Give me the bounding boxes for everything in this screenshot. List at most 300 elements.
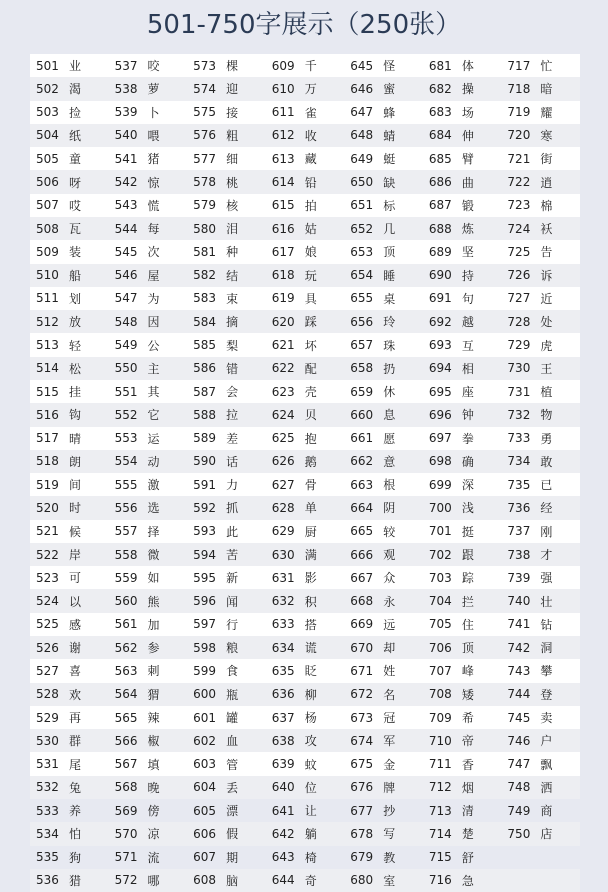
table-row	[30, 170, 109, 193]
character-glyph: 体	[461, 59, 474, 74]
table-row	[266, 310, 345, 333]
character-number: 706	[428, 640, 452, 655]
character-glyph: 谢	[68, 641, 81, 656]
character-glyph: 曲	[461, 175, 474, 190]
character-number: 746	[507, 733, 531, 748]
character-number: 643	[271, 850, 295, 865]
table-row	[501, 147, 580, 170]
character-number: 674	[350, 733, 374, 748]
table-row	[109, 77, 188, 100]
table-row	[266, 846, 345, 869]
character-number: 658	[350, 361, 374, 376]
character-number: 631	[271, 570, 295, 585]
character-number: 667	[350, 570, 374, 585]
character-number: 527	[36, 663, 59, 678]
character-number: 624	[271, 407, 295, 422]
character-number: 670	[350, 640, 374, 655]
table-row	[344, 613, 423, 636]
character-glyph: 拦	[461, 594, 474, 609]
table-row	[501, 706, 580, 729]
table-row	[109, 566, 188, 589]
table-row	[344, 566, 423, 589]
character-glyph: 室	[383, 873, 396, 888]
character-glyph: 流	[147, 850, 160, 865]
character-glyph: 坚	[461, 245, 474, 260]
character-glyph: 食	[226, 664, 239, 679]
character-number: 618	[271, 268, 295, 283]
table-row	[344, 403, 423, 426]
character-number: 518	[36, 454, 59, 469]
character-number: 542	[114, 175, 138, 190]
character-glyph: 急	[461, 873, 474, 888]
character-number: 602	[193, 733, 217, 748]
character-number: 561	[114, 617, 138, 632]
table-row	[30, 846, 109, 869]
table-row	[423, 450, 502, 473]
character-number: 697	[428, 431, 452, 446]
character-glyph: 以	[68, 594, 81, 609]
character-number: 714	[428, 826, 452, 841]
character-number: 741	[507, 617, 531, 632]
character-glyph: 粮	[226, 641, 239, 656]
character-number: 730	[507, 361, 531, 376]
character-glyph: 咬	[147, 59, 160, 74]
character-number: 565	[114, 710, 138, 725]
character-glyph: 屋	[147, 268, 160, 283]
character-glyph: 玩	[304, 268, 317, 283]
character-glyph: 呀	[68, 175, 81, 190]
character-number: 728	[507, 314, 531, 329]
character-number: 508	[36, 221, 59, 236]
character-glyph: 加	[147, 617, 160, 632]
table-row	[109, 776, 188, 799]
character-glyph: 踩	[304, 315, 317, 330]
character-number: 727	[507, 291, 531, 306]
character-number: 506	[36, 175, 59, 190]
table-row	[423, 101, 502, 124]
character-glyph: 睡	[383, 268, 396, 283]
character-glyph: 住	[461, 617, 474, 632]
table-row	[344, 147, 423, 170]
table-row	[501, 729, 580, 752]
table-row	[344, 729, 423, 752]
table-row	[30, 240, 109, 263]
character-glyph: 搭	[304, 617, 317, 632]
character-number: 615	[271, 198, 295, 213]
table-row	[30, 566, 109, 589]
character-glyph: 强	[540, 571, 553, 586]
character-glyph: 岸	[68, 548, 81, 563]
character-number: 625	[271, 431, 295, 446]
character-glyph: 意	[383, 454, 396, 469]
character-number: 743	[507, 663, 531, 678]
table-row	[266, 333, 345, 356]
character-number: 529	[36, 710, 59, 725]
character-number: 660	[350, 407, 374, 422]
character-glyph: 猎	[68, 873, 81, 888]
table-row	[501, 822, 580, 845]
character-glyph: 舒	[461, 850, 474, 865]
table-row	[501, 450, 580, 473]
table-row	[344, 310, 423, 333]
character-glyph: 互	[461, 338, 474, 353]
character-number: 507	[36, 198, 59, 213]
table-row	[109, 287, 188, 310]
table-row	[187, 194, 266, 217]
character-number: 616	[271, 221, 295, 236]
character-glyph: 敢	[540, 454, 553, 469]
table-row	[187, 217, 266, 240]
character-glyph: 为	[147, 291, 160, 306]
character-number: 699	[428, 477, 452, 492]
character-number: 501	[36, 58, 59, 73]
table-row	[423, 194, 502, 217]
table-row	[344, 380, 423, 403]
character-number: 512	[36, 314, 59, 329]
table-row	[109, 380, 188, 403]
table-row	[266, 683, 345, 706]
character-glyph: 攻	[304, 734, 317, 749]
character-glyph: 核	[226, 198, 239, 213]
character-number: 675	[350, 757, 374, 772]
character-glyph: 鹅	[304, 454, 317, 469]
character-number: 588	[193, 407, 217, 422]
character-number: 708	[428, 687, 452, 702]
character-glyph: 钟	[461, 408, 474, 423]
character-number: 531	[36, 757, 59, 772]
character-glyph: 帝	[461, 734, 474, 749]
table-row	[266, 240, 345, 263]
table-row	[266, 543, 345, 566]
character-number: 739	[507, 570, 531, 585]
character-number: 654	[350, 268, 374, 283]
character-glyph: 军	[383, 734, 396, 749]
character-number: 685	[428, 151, 452, 166]
character-glyph: 渴	[68, 82, 81, 97]
character-glyph: 位	[304, 780, 317, 795]
character-glyph: 矮	[461, 687, 474, 702]
character-glyph: 清	[461, 804, 474, 819]
table-row	[30, 613, 109, 636]
table-row	[423, 287, 502, 310]
character-number: 608	[193, 873, 217, 888]
table-column	[423, 54, 502, 888]
character-glyph: 王	[540, 361, 553, 376]
table-row	[109, 822, 188, 845]
character-glyph: 血	[226, 734, 239, 749]
character-number: 737	[507, 524, 531, 539]
character-glyph: 已	[540, 478, 553, 493]
character-number: 666	[350, 547, 374, 562]
character-number: 610	[271, 81, 295, 96]
table-row	[266, 729, 345, 752]
character-number: 606	[193, 826, 217, 841]
character-glyph: 凉	[147, 827, 160, 842]
character-number: 694	[428, 361, 452, 376]
character-glyph: 惊	[147, 175, 160, 190]
character-glyph: 猬	[147, 687, 160, 702]
table-row	[266, 520, 345, 543]
character-number: 637	[271, 710, 295, 725]
character-number: 503	[36, 105, 59, 120]
character-glyph: 行	[226, 617, 239, 632]
table-row	[187, 846, 266, 869]
character-number: 570	[114, 826, 138, 841]
character-glyph: 满	[304, 548, 317, 563]
character-glyph: 顶	[461, 641, 474, 656]
table-row	[266, 194, 345, 217]
character-glyph: 逍	[540, 175, 553, 190]
table-row	[30, 264, 109, 287]
character-glyph: 拍	[304, 198, 317, 213]
table-row	[501, 752, 580, 775]
table-row	[266, 264, 345, 287]
character-number: 691	[428, 291, 452, 306]
table-row	[109, 473, 188, 496]
table-row	[423, 217, 502, 240]
character-number: 568	[114, 780, 138, 795]
character-glyph: 轻	[68, 338, 81, 353]
character-number: 681	[428, 58, 452, 73]
table-row	[266, 752, 345, 775]
character-number: 642	[271, 826, 295, 841]
character-glyph: 却	[383, 641, 396, 656]
character-glyph: 街	[540, 152, 553, 167]
character-number: 671	[350, 663, 374, 678]
character-number: 726	[507, 268, 531, 283]
character-glyph: 躺	[304, 827, 317, 842]
character-glyph: 店	[540, 827, 553, 842]
table-row	[344, 427, 423, 450]
table-row	[266, 450, 345, 473]
character-glyph: 椅	[304, 850, 317, 865]
character-number: 605	[193, 803, 217, 818]
character-glyph: 金	[383, 757, 396, 772]
character-number: 617	[271, 244, 295, 259]
character-glyph: 配	[304, 361, 317, 376]
character-number: 628	[271, 500, 295, 515]
character-number: 692	[428, 314, 452, 329]
character-number: 721	[507, 151, 531, 166]
character-glyph: 闻	[226, 594, 239, 609]
character-number: 516	[36, 407, 59, 422]
character-number: 596	[193, 594, 217, 609]
character-number: 700	[428, 500, 452, 515]
character-glyph: 养	[68, 804, 81, 819]
character-glyph: 划	[68, 291, 81, 306]
character-number: 649	[350, 151, 374, 166]
character-number: 593	[193, 524, 217, 539]
character-number: 607	[193, 850, 217, 865]
character-number: 638	[271, 733, 295, 748]
table-row	[501, 170, 580, 193]
character-glyph: 放	[68, 315, 81, 330]
character-number: 687	[428, 198, 452, 213]
table-row	[501, 403, 580, 426]
character-glyph: 它	[147, 408, 160, 423]
table-row	[187, 799, 266, 822]
character-glyph: 业	[68, 59, 81, 74]
character-glyph: 峰	[461, 664, 474, 679]
character-number: 742	[507, 640, 531, 655]
character-glyph: 桃	[226, 175, 239, 190]
table-row	[30, 101, 109, 124]
character-glyph: 教	[383, 850, 396, 865]
table-row	[187, 170, 266, 193]
character-number: 545	[114, 244, 138, 259]
character-number: 523	[36, 570, 59, 585]
character-number: 717	[507, 58, 531, 73]
table-row	[187, 869, 266, 892]
table-row	[344, 636, 423, 659]
character-glyph: 蜜	[383, 82, 396, 97]
character-number: 648	[350, 128, 374, 143]
table-row	[344, 473, 423, 496]
character-number: 571	[114, 850, 138, 865]
character-glyph: 持	[461, 268, 474, 283]
character-glyph: 卖	[540, 711, 553, 726]
character-number: 689	[428, 244, 452, 259]
table-row	[423, 124, 502, 147]
character-glyph: 蜂	[383, 105, 396, 120]
character-glyph: 越	[461, 315, 474, 330]
character-glyph: 尾	[68, 757, 81, 772]
table-row	[187, 706, 266, 729]
character-glyph: 炼	[461, 222, 474, 237]
character-glyph: 休	[383, 385, 396, 400]
character-glyph: 让	[304, 804, 317, 819]
page-title: 501-750字展示（250张）	[146, 10, 462, 40]
character-glyph: 壳	[304, 385, 317, 400]
character-glyph: 卜	[147, 105, 160, 120]
character-number: 664	[350, 500, 374, 515]
character-number: 576	[193, 128, 217, 143]
table-row	[109, 54, 188, 77]
character-glyph: 户	[540, 734, 553, 749]
character-number: 510	[36, 268, 59, 283]
table-row	[266, 380, 345, 403]
character-number: 733	[507, 431, 531, 446]
table-row	[423, 869, 502, 892]
table-row	[187, 147, 266, 170]
character-glyph: 较	[383, 524, 396, 539]
character-glyph: 喜	[68, 664, 81, 679]
character-glyph: 欢	[68, 687, 81, 702]
character-number: 715	[428, 850, 452, 865]
character-number: 539	[114, 105, 138, 120]
character-glyph: 写	[383, 827, 396, 842]
character-number: 646	[350, 81, 374, 96]
character-number: 656	[350, 314, 374, 329]
table-row	[501, 264, 580, 287]
character-glyph: 刚	[540, 524, 553, 539]
character-glyph: 场	[461, 105, 474, 120]
table-row	[266, 589, 345, 612]
table-row	[344, 543, 423, 566]
character-glyph: 漂	[226, 804, 239, 819]
character-glyph: 童	[68, 152, 81, 167]
character-number: 526	[36, 640, 59, 655]
character-glyph: 梨	[226, 338, 239, 353]
table-row	[109, 194, 188, 217]
character-number: 612	[271, 128, 295, 143]
character-number: 712	[428, 780, 452, 795]
character-number: 551	[114, 384, 138, 399]
character-glyph: 抱	[304, 431, 317, 446]
character-number: 543	[114, 198, 138, 213]
character-number: 677	[350, 803, 374, 818]
character-number: 693	[428, 338, 452, 353]
character-glyph: 谎	[304, 641, 317, 656]
character-number: 718	[507, 81, 531, 96]
character-glyph: 挺	[461, 524, 474, 539]
character-glyph: 抄	[383, 804, 396, 819]
table-row	[344, 496, 423, 519]
character-number: 738	[507, 547, 531, 562]
character-number: 555	[114, 477, 138, 492]
character-glyph: 细	[226, 152, 239, 167]
table-row	[187, 54, 266, 77]
table-row	[423, 566, 502, 589]
character-glyph: 椒	[147, 734, 160, 749]
character-glyph: 每	[147, 222, 160, 237]
character-glyph: 可	[68, 571, 81, 586]
table-row	[30, 869, 109, 892]
character-glyph: 登	[540, 687, 553, 702]
character-number: 595	[193, 570, 217, 585]
character-number: 690	[428, 268, 452, 283]
character-number: 575	[193, 105, 217, 120]
character-glyph: 瓦	[68, 222, 81, 237]
character-number: 502	[36, 81, 59, 96]
character-number: 688	[428, 221, 452, 236]
character-glyph: 袄	[540, 222, 553, 237]
character-number: 600	[193, 687, 217, 702]
table-row	[501, 543, 580, 566]
table-row	[344, 194, 423, 217]
character-glyph: 微	[147, 548, 160, 563]
character-glyph: 座	[461, 385, 474, 400]
character-number: 720	[507, 128, 531, 143]
character-number: 557	[114, 524, 138, 539]
table-row	[423, 799, 502, 822]
table-row	[501, 589, 580, 612]
table-row	[423, 147, 502, 170]
table-row	[30, 822, 109, 845]
character-number: 550	[114, 361, 138, 376]
table-row	[30, 752, 109, 775]
character-glyph: 厨	[304, 524, 317, 539]
character-glyph: 万	[304, 82, 317, 97]
character-glyph: 此	[226, 524, 239, 539]
table-row	[501, 776, 580, 799]
character-number: 686	[428, 175, 452, 190]
table-row	[344, 54, 423, 77]
character-glyph: 顶	[383, 245, 396, 260]
character-number: 563	[114, 663, 138, 678]
character-glyph: 新	[226, 571, 239, 586]
character-glyph: 主	[147, 361, 160, 376]
character-number: 582	[193, 268, 217, 283]
table-row	[423, 520, 502, 543]
character-number: 537	[114, 58, 138, 73]
table-row	[109, 799, 188, 822]
character-glyph: 柳	[304, 687, 317, 702]
character-glyph: 棵	[226, 59, 239, 74]
table-row	[423, 380, 502, 403]
character-number: 560	[114, 594, 138, 609]
table-row	[266, 403, 345, 426]
